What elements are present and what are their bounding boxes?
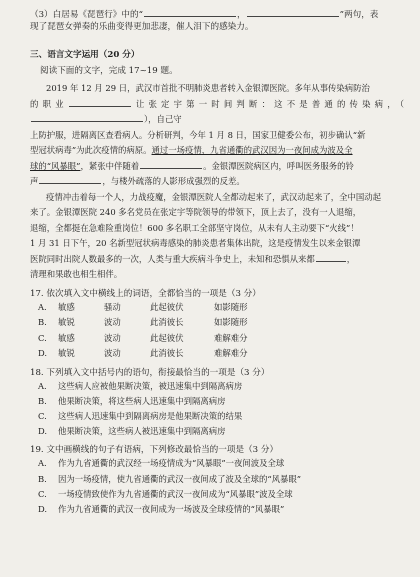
blank-parenthesis[interactable] bbox=[31, 113, 143, 122]
q18-option-c[interactable]: C. 这些病人迅速集中到隔离病房是他果断决策的结果 bbox=[38, 410, 243, 421]
passage-line: 医院同时出院人数最多的一次，人类与重大疾病斗争史上，未知和恐惧从来都 ， bbox=[30, 253, 356, 264]
passage-line: 声 ，与楼外疏落的人影形成强烈的反差。 bbox=[30, 176, 245, 186]
section-intro: 阅读下面的文字，完成 17~19 题。 bbox=[40, 66, 178, 76]
passage-line: 型冠状病毒”为此次疫情的病原。通过一场疫情，九省通衢的武汉因为一夜间成为波及全 bbox=[30, 145, 353, 155]
section-title: 三、语言文字运用（20 分） bbox=[30, 50, 140, 60]
blank-4[interactable] bbox=[316, 253, 346, 262]
question-3-line-2: 现了琵琶女弹奏的乐曲变得更加悲凄，催人泪下的感染力。 bbox=[30, 22, 254, 32]
q3-comma: ， bbox=[237, 10, 246, 20]
passage-line: 1 月 31 日下午，20 名新型冠状病毒感染的肺炎患者集体出院，这是疫情发生以来金银潭 bbox=[30, 238, 361, 248]
passage-line: 2019 年 12 月 29 日，武汉市首批不明肺炎患者转入金银潭医院。多年从事传染病防治 bbox=[46, 83, 370, 93]
q19-options bbox=[38, 456, 404, 517]
q17-option-b[interactable]: B. 敏锐 波动 此消彼长 如影随形 bbox=[38, 317, 248, 327]
q3-text-1: （3）白居易《琵琶行》中的“ bbox=[30, 10, 143, 20]
passage-line: 退缩，全都挺在急难险重岗位！600 多名职工全部坚守岗位，从未有人主动要下“火线”！ bbox=[30, 222, 359, 233]
blank-3[interactable] bbox=[39, 175, 101, 184]
q18-option-d[interactable]: D. 他果断决策，这些病人被迅速集中到隔离病房 bbox=[38, 426, 226, 437]
blank-1[interactable] bbox=[69, 98, 131, 107]
q17-options bbox=[38, 300, 404, 362]
q17-option-a[interactable]: A. 敏感 骚动 此起彼伏 如影随形 bbox=[38, 301, 248, 312]
answer-blank-2[interactable] bbox=[247, 8, 339, 17]
passage-line: 来了。金银潭医院 240 多名党员在张定宇等院领导的带领下，顶上去了，没有一人退缩， bbox=[30, 207, 362, 217]
passage-line: 疫情冲击着每一个人，力战疫魔，金银潭医院人全都动起来了，武汉动起来了，全中国动起 bbox=[46, 191, 381, 202]
q17-option-d[interactable]: D. 敏锐 波动 此消彼长 难解难分 bbox=[38, 348, 248, 358]
reading-passage bbox=[30, 81, 404, 283]
q19-option-c[interactable]: C. 一场疫情致使作为九省通衢的武汉一夜间成为“风暴眼”波及全球 bbox=[38, 488, 293, 499]
q19-option-a[interactable]: A. 作为九省通衢的武汉经一场疫情成为“风暴眼”一夜间波及全球 bbox=[38, 458, 285, 469]
q18-option-b[interactable]: B. 他果断决策，将这些病人迅速集中到隔离病房 bbox=[38, 395, 226, 406]
passage-line: 的职业 让张定宇第一时间判断：这不是普通的传染病，（），自己守 bbox=[30, 98, 404, 124]
answer-blank-1[interactable] bbox=[144, 8, 236, 17]
underlined-sentence: 通过一场疫情，九省通衢的武汉因为一夜间成为波及全 bbox=[151, 145, 353, 155]
q17-option-c[interactable]: C. 敏感 波动 此起彼伏 难解难分 bbox=[38, 332, 248, 343]
q18-options bbox=[38, 379, 404, 440]
q19-option-b[interactable]: B. 因为一场疫情，使九省通衢的武汉一夜间成了波及全球的“风暴眼” bbox=[38, 473, 302, 484]
q3-text-2: ”两句，表 bbox=[339, 10, 379, 20]
question-3 bbox=[30, 8, 404, 21]
passage-line: 球的“风暴眼”，紧张中伴随着 。金银潭医院病区内，呼叫医务服务的铃 bbox=[30, 160, 354, 171]
passage-line: 清理和果敢也相生相伴。 bbox=[30, 269, 123, 279]
q19-option-d[interactable]: D. 作为九省通衢的武汉一夜间成为一场波及全球疫情的“风暴眼” bbox=[38, 503, 285, 514]
question-19: 19. 文中画横线的句子有语病，下列修改最恰当的一项是（3 分） bbox=[30, 445, 279, 456]
underlined-sentence-end: 球的“风暴眼” bbox=[30, 160, 81, 171]
passage-line: 上防护服，进隔离区查看病人。分析研判，今年 1 月 8 日，国家卫健委公布，初步确认“新 bbox=[30, 129, 366, 140]
question-17: 17. 依次填入文中横线上的词语，全都恰当的一项是（3 分） bbox=[30, 288, 261, 299]
q18-option-a[interactable]: A. 这些病人应被他果断决策，被迅速集中到隔离病房 bbox=[38, 380, 243, 391]
question-18: 18. 下列填入文中括号内的语句，衔接最恰当的一项是（3 分） bbox=[30, 367, 270, 378]
blank-2[interactable] bbox=[140, 160, 202, 169]
